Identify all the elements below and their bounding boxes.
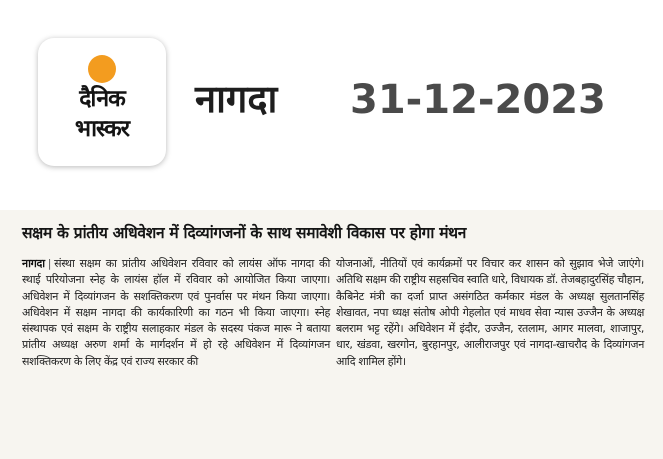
newspaper-logo [38,38,166,166]
sun-icon [88,55,116,83]
article-body-right: योजनाओं, नीतियों एवं कार्यक्रमों पर विचार कर शासन को सुझाव भेजे जाएंगे। अतिथि सक्षम की राष्ट्रीय सहसचिव स्वाति धारे, विधायक डॉ. तेजबहादुरसिंह चौहान, कैबिनेट मंत्री का दर्जा प्राप्त असंगठित कर्मकार मंडल के अध्यक्ष सुलतानसिंह शेखावत, नपा ध्यक्ष संतोष ओपी गेहलोत एवं माधव सेवा न्यास उज्जैन के अध्यक्ष बलराम भट्ट रहेंगे। अधिवेशन में इंदौर, उज्जैन, रतलाम, आगर मालवा, शाजापुर, धार, खंडवा, खरगोन, बुरहानपुर, आलीराजपुर एवं नागदा-खाचरौद के दिव्यांगजन आदि शामिल होंगे। [336,257,644,368]
article-body-left: संस्था सक्षम का प्रांतीय अधिवेशन रविवार को लायंस ऑफ नागदा की स्थाई परियोजना स्नेह के लायंस हॉल में रविवार को आयोजित किया जाएगा। अधिवेशन में दिव्यांगजन के सशक्तिकरण एवं पुनर्वास पर मंथन किया जाएगा। अधिवेशन में सक्षम नागदा की कार्यकारिणी का गठन भी किया जाएगा। स्नेह संस्थापक एवं सक्षम के राष्ट्रीय सलाहकार मंडल के सदस्य पंकज मारू ने बताया प्रांतीय अध्यक्ष अरुण शर्मा के मार्गदर्शन में हो रहे अधिवेशन में दिव्यांगजन सशक्तिकरण के लिए केंद्र एवं राज्य सरकार की [22,257,330,368]
dateline-separator: | [47,257,52,270]
edition-city: नागदा [195,77,278,121]
article-dateline: नागदा [22,257,45,270]
edition-date: 31-12-2023 [350,77,606,123]
news-clipping [0,210,663,459]
logo-text-dainik: दैनिक [79,86,125,112]
article-headline: सक्षम के प्रांतीय अधिवेशन में दिव्यांगजनों के साथ समावेशी विकास पर होगा मंथन [22,224,467,242]
logo-text-bhaskar: भास्कर [74,116,130,142]
article-column-left [22,256,330,370]
article-column-right [336,256,644,370]
